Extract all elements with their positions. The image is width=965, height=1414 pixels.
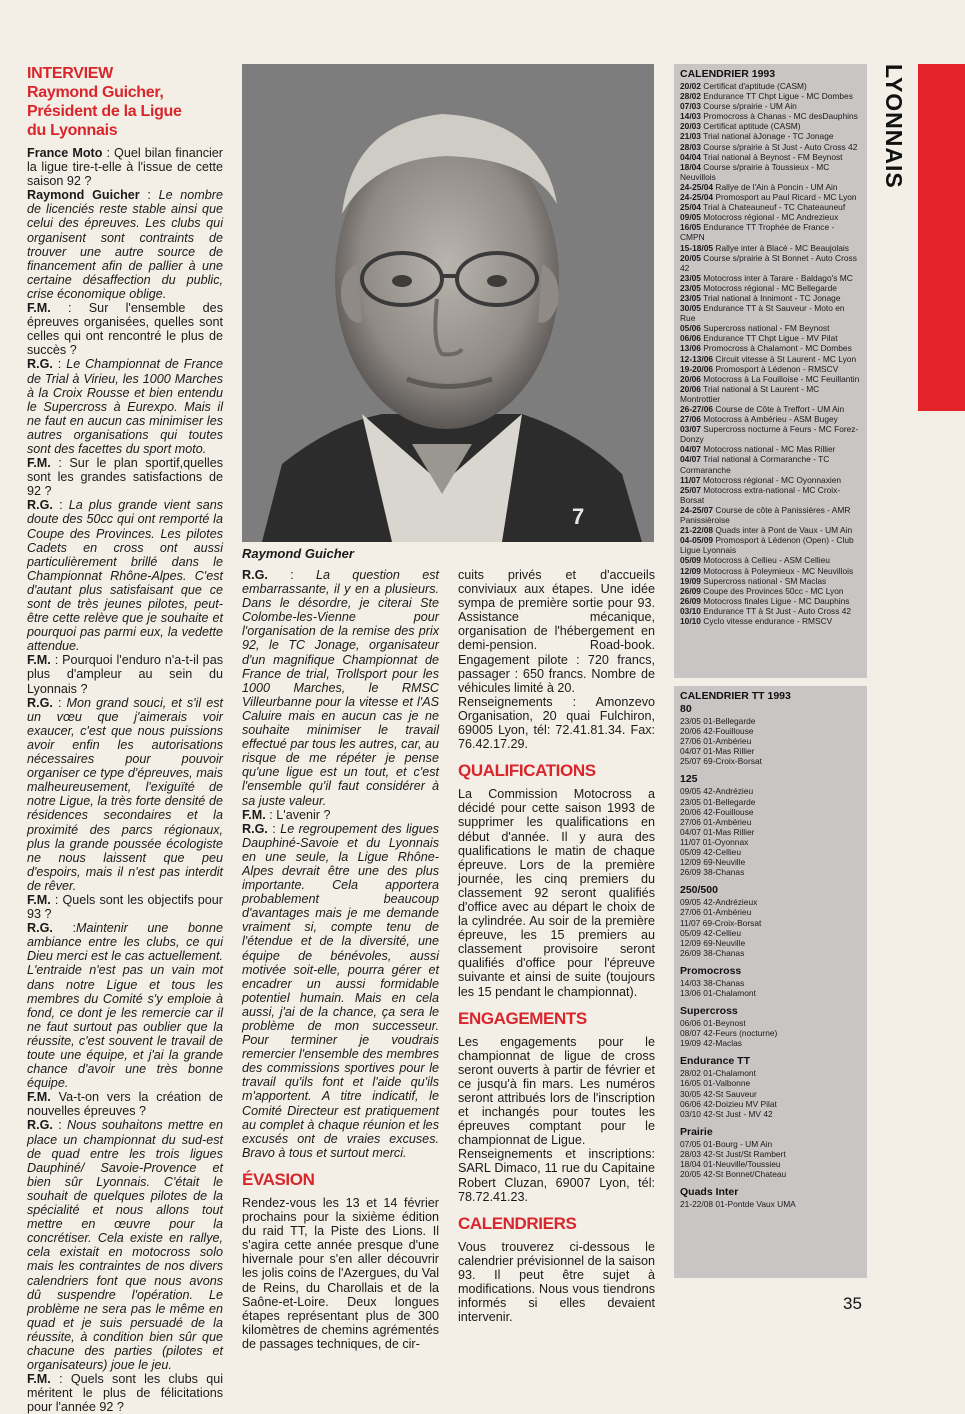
calendar-event	[680, 111, 861, 121]
event-label: Certificat aptitude (CASM)	[703, 121, 801, 132]
event-date: 12/09	[680, 565, 701, 576]
calendar-tt-event: 13/06 01-Chalamont	[680, 987, 756, 998]
page-number: 35	[843, 1294, 862, 1313]
event-label: Supercross nocturne à Feurs - MC Forez-Donzy	[680, 424, 859, 445]
calendar-tt-event: 18/04 01-Neuville/Toussieu	[680, 1159, 781, 1169]
event-date: 04-05/09	[680, 535, 714, 546]
section-color-band	[918, 64, 965, 411]
speaker-label: F.M.	[27, 301, 51, 316]
interview-paragraph	[27, 696, 223, 893]
calendar-event	[680, 555, 861, 565]
calendar-event	[680, 596, 861, 606]
engagements-contact: Renseignements et inscriptions: SARL Dimaco, 11 rue du Capitaine Robert Cluzan, 69007 Lyon, tél: 78.72.41.23.	[458, 1147, 655, 1204]
event-label: Motocross inter à Tarare - Baldago's MC	[703, 272, 853, 283]
calendar-event	[680, 505, 861, 525]
calendar-tt-event: 20/06 42-Fouillouse	[680, 806, 754, 817]
calendar-event	[680, 152, 861, 162]
calendar-category: 80	[680, 703, 692, 715]
event-date: 24-25/04	[680, 192, 714, 203]
calendar-event	[680, 576, 861, 586]
section-label-wrap	[880, 64, 914, 214]
interview-text: : Quels sont les objectifs pour 93 ?	[27, 892, 223, 922]
event-label: Trial national à Innimont - TC Jonage	[703, 292, 841, 303]
interview-text: :	[52, 921, 76, 936]
event-date: 25/07	[680, 484, 701, 495]
event-label: Course de côte à Panissières - AMR Panissièroise	[680, 504, 851, 526]
event-date: 12-13/06	[680, 353, 714, 364]
interview-paragraph	[27, 456, 223, 498]
calendriers-text: Vous trouverez ci-dessous le calendrier prévisionnel de la saison 93. Il peut être sujet à modifications. Nous vous tiendrons informés si elles devaient intervenir.	[458, 1239, 655, 1325]
event-label: Trial national à Cormaranche - TC Cormaranche	[680, 454, 830, 475]
calendar-tt-event: 12/09 69-Neuville	[680, 857, 746, 868]
event-label: Endurance TT Chpt Ligue - MV Pilat	[703, 333, 838, 344]
calendar-tt-event: 27/06 01-Ambérieu	[680, 816, 752, 827]
event-label: Rallye inter à Blacé - MC Beaujolais	[715, 242, 849, 253]
calendar-category: Endurance TT	[680, 1055, 751, 1068]
interview-name: Raymond Guicher,	[27, 84, 164, 101]
event-date: 20/03	[680, 121, 701, 132]
event-label: Supercross national - FM Beynost	[703, 323, 830, 334]
event-label: Promosport à Lédenon (Open) - Club Ligue Lyonnais	[680, 535, 854, 556]
interview-text: Le regroupement des ligues Dauphiné-Savoie et du Lyonnais en une seule, la Ligue Rhône-Alpes devrait être une des plus importante. Cela apportera probablement beaucoup d'avantages mais je me demande vraiment si, compte tenu de l'étendue et de la diversité, une équipe de bénévoles, aussi motivée soit-elle, pourra gérer et encadrer un aussi formidable potentiel humain. Mais en cela aussi, j'ai de la chance, ça sera le problème de mon successeur. Pour terminer je voudrais remercier l'ensemble des membres des commissions sportives pour le travail qu'ils font et l'aide qu'ils m'apportent. A titre indicatif, le Comité Directeur est pratiquement au complet à chaque réunion et les excusés ont de vraies excuses. Bravo à tous et surtout merci.	[242, 821, 440, 1160]
interview-text: : Quel bilan financier la ligue tire-t-elle à l'issue de cette saison 92 ?	[27, 146, 223, 189]
event-date: 11/07	[680, 474, 701, 485]
calendar-event	[680, 525, 861, 535]
portrait-photo	[242, 64, 654, 542]
speaker-label: F.M.	[27, 1090, 51, 1105]
calendar-tt-event: 20/05 42-St Bonnet/Chateau	[680, 1169, 787, 1180]
speaker-label: F.M.	[27, 653, 51, 668]
event-date: 23/05	[680, 272, 701, 283]
interview-text: :	[52, 1118, 68, 1133]
calendar-tt-event: 30/05 42-St Sauveur	[680, 1088, 757, 1099]
event-label: Motocross finales Ligue - MC Dauphins	[703, 595, 850, 606]
calendar-event	[680, 182, 861, 192]
calendar-1993-list	[680, 81, 861, 626]
speaker-label: R.G.	[27, 695, 53, 710]
event-date: 15-18/05	[680, 242, 714, 253]
event-label: Course s/prairie à Toussieux - MC Neuvillois	[680, 161, 830, 182]
speaker-label: R.G.	[242, 568, 268, 582]
calendar-category: Prairie	[680, 1125, 713, 1138]
calendar-tt-event: 06/06 01-Beynost	[680, 1018, 746, 1029]
event-label: Motocross national - MC Mas Rillier	[703, 444, 836, 455]
interview-text: Va-t-on vers la création de nouvelles épreuves ?	[27, 1090, 223, 1119]
event-label: Certificat d'aptitude (CASM)	[703, 81, 807, 91]
event-label: Trial à Chateauneuf - TC Chateauneuf	[703, 202, 846, 213]
event-date: 19-20/06	[680, 363, 714, 374]
evasion-continued: cuits privés et d'accueils conviviaux aux étapes. Une idée sympa de première sortie pour 93. Assistance mécanique, organisation de l'hébergement en demi-pension. Road-book. Engagement pilote : 720 francs, passager : 650 francs. Nombre de véhicules limité à 20.	[458, 568, 655, 695]
interview-text: : L'avenir ?	[265, 807, 331, 822]
interview-text: La plus grande vient sans doute des 50cc qui ont remporté la Coupe des Provinces. Les pilotes Cadets en cross ont aussi particulièrement brillé dans le Championnat Rhône-Alpes. C'est d'autant plus satisfaisant que ce sont de très jeunes pilotes, peut-être cette relève que je souhaite et pourquoi pas parmi eux, la vedette attendue.	[27, 498, 223, 654]
event-date: 24-25/07	[680, 504, 714, 515]
interview-text: :	[267, 568, 316, 582]
interview-paragraph	[27, 1090, 223, 1118]
event-date: 10/10	[680, 615, 701, 626]
calendar-event	[680, 202, 861, 212]
calendar-category: Supercross	[680, 1005, 738, 1018]
event-date: 04/07	[680, 454, 701, 465]
event-date: 28/03	[680, 141, 701, 152]
event-label: Promosport au Paul Ricard - MC Lyon	[715, 192, 857, 203]
speaker-label: R.G.	[27, 1118, 53, 1133]
interview-paragraph	[242, 568, 439, 808]
event-date: 18/04	[680, 161, 701, 172]
portrait-illustration	[242, 64, 654, 542]
event-label: Course s/prairie - UM Ain	[703, 101, 797, 112]
event-date: 27/06	[680, 414, 701, 425]
speaker-label: R.G.	[27, 498, 53, 513]
interview-league: du Lyonnais	[27, 122, 118, 139]
calendar-1993-title: CALENDRIER 1993	[680, 68, 776, 80]
calendar-event	[680, 444, 861, 454]
interview-paragraph	[27, 357, 223, 456]
event-date: 26-27/06	[680, 404, 714, 414]
event-label: Motocross régional - MC Oyonnaxien	[702, 474, 842, 485]
interview-kicker: INTERVIEW	[27, 65, 113, 82]
interview-text: :	[139, 188, 159, 203]
speaker-label: F.M.	[27, 456, 51, 471]
interview-text: Maintenir une bonne ambiance entre les clubs, ce qui Dieu merci est le cas actuellement. L'entraide n'est pas un vain mot dans notre Ligue et tous les membres du Comité s'y emploie à fond, ce dont je les remercie car il ne faut surtout pas oublier que la réussite, c'est souvent le travail de toute une équipe, et j'ai la grande chance d'avoir une très bonne équipe.	[27, 921, 223, 1091]
calendar-tt-event: 08/07 42-Feurs (nocturne)	[680, 1028, 778, 1039]
event-label: Endurance TT Trophée de France - CMPN	[680, 222, 835, 243]
interview-body-1	[27, 146, 223, 1414]
calendar-event	[680, 142, 861, 152]
event-label: Endurance TT Chpt Ligue - MC Dombes	[703, 91, 853, 102]
event-date: 25/04	[680, 202, 701, 213]
calendar-event	[680, 81, 861, 91]
qualifications-heading: QUALIFICATIONS	[458, 761, 596, 781]
event-label: Trial national à Beynost - FM Beynost	[703, 151, 843, 162]
calendar-event	[680, 162, 861, 182]
event-label: Motocross régional - MC Andrezieux	[703, 212, 839, 223]
calendriers-heading: CALENDRIERS	[458, 1213, 577, 1233]
calendar-tt-event: 16/05 01-Valbonne	[680, 1078, 751, 1089]
event-date: 13/06	[680, 343, 701, 354]
event-label: Course s/prairie à St Just - Auto Cross 42	[703, 141, 858, 152]
event-date: 21/03	[680, 131, 701, 142]
calendar-event	[680, 323, 861, 333]
event-label: Endurance TT à St Just - Auto Cross 42	[703, 605, 852, 616]
event-date: 20/02	[680, 81, 701, 91]
calendar-event	[680, 586, 861, 596]
interview-paragraph	[27, 893, 223, 921]
interview-text: La question est embarrassante, il y en a plusieurs. Dans le désordre, je citerai Ste Colombe-les-Vienne pour l'organisation de la remise des prix 92, le TC Jonage, organisateur d'un magnifique Championnat de France de trial, Trollsport pour les 1000 Marches, le RMSC Villeurbanne pour la vitesse et l'AS Caluire mais en aucun cas je ne souhaite minimiser le travail effectué par tous les autres, car, au risque de me répéter je pense qu'une ligue est un tout, et c'est l'ensemble qu'il faut considérer à sa juste valeur.	[242, 568, 439, 808]
calendar-event	[680, 333, 861, 343]
event-date: 21-22/08	[680, 525, 714, 536]
event-date: 23/05	[680, 282, 701, 293]
interview-text: :	[52, 498, 69, 513]
interview-text: Le Championnat de France de Trial à Virieu, les 1000 Marches à la Croix Rousse et bien entendu le Supercross à Eurexpo. Mais il ne faut en aucun cas minimiser les autres organisations qui toutes sont des facettes du sport moto.	[27, 357, 223, 456]
calendar-event	[680, 535, 861, 555]
event-date: 16/05	[680, 222, 701, 233]
event-date: 09/05	[680, 212, 701, 223]
event-label: Motocross à Cellieu - ASM Cellieu	[703, 555, 830, 566]
interview-column-1	[27, 64, 223, 1414]
calendar-tt-event: 28/03 42-St Just/St Rambert	[680, 1148, 786, 1159]
interview-role: Président de la Ligue	[27, 103, 182, 120]
evasion-text: Rendez-vous les 13 et 14 février prochains pour la sixième édition du raid TT, la Piste des Lions. Il s'agira cette année presque d'une hivernale pour s'en aller découvrir les jolis coins de l'Azergues, du Val de Reins, du Charollais et de la Saône-et-Loire. Deux longues étapes représentant plus de 300 kilomètres de chemins agrémentés de passages techniques, de cir-	[242, 1195, 439, 1351]
calendar-tt-event: 23/05 01-Bellegarde	[680, 796, 756, 807]
event-label: Motocross régional - MC Bellegarde	[703, 282, 837, 293]
evasion-heading: ÉVASION	[242, 1169, 315, 1189]
speaker-label: Raymond Guicher	[27, 188, 140, 203]
interview-text: : Sur le plan sportif,quelles sont les grandes satisfactions de 92 ?	[27, 456, 223, 499]
calendar-event	[680, 222, 861, 242]
calendar-event	[680, 374, 861, 384]
event-label: Motocross à Ambérieu - ASM Bugey	[703, 414, 838, 425]
interview-body-2	[242, 568, 439, 1160]
calendar-event	[680, 414, 861, 424]
interview-text: : Quels sont les clubs qui méritent le plus de félicitations pour l'année 92 ?	[27, 1372, 223, 1414]
calendar-category: Quads Inter	[680, 1186, 739, 1199]
calendar-tt-event: 11/07 01-Oyonnax	[680, 836, 749, 847]
calendar-event	[680, 101, 861, 111]
interview-title	[27, 64, 223, 140]
speaker-label: R.G.	[242, 821, 268, 836]
event-date: 05/09	[680, 555, 701, 566]
calendar-event	[680, 243, 861, 253]
interview-text: Nous souhaitons mettre en place un championnat du sud-est de quad entre les trois ligues Dauphiné/ Savoie-Provence et bien sûr Lyonnais. C'était le souhait de quelques pilotes de la spécialité et nous allons tout mettre en œuvre pour la concrétiser. Cela existe en rallye, cela existait en motocross solo mais les contraintes de nos divers calendriers font que nous avons dû suspendre l'opération. Le problème ne sera pas le même en quad et je suis persuadé de la réussite, à condition bien sûr que chacune des parties (pilotes et organisateurs) joue le jeu.	[27, 1118, 223, 1373]
calendar-tt-event: 03/10 42-St Just - MV 42	[680, 1108, 773, 1119]
photo-caption: Raymond Guicher	[242, 546, 354, 561]
calendar-tt-title: CALENDRIER TT 1993	[680, 690, 791, 702]
event-label: Promosport à Lédenon - RMSCV	[715, 363, 839, 374]
interview-paragraph	[27, 1118, 223, 1372]
calendar-category: Promocross	[680, 964, 742, 977]
calendar-event	[680, 212, 861, 222]
calendar-tt-event: 05/09 42-Cellieu	[680, 847, 741, 858]
calendar-tt-event: 07/05 01-Bourg - UM Ain	[680, 1138, 773, 1149]
calendar-event	[680, 192, 861, 202]
event-date: 26/09	[680, 585, 701, 596]
event-date: 26/09	[680, 595, 701, 606]
calendar-tt-event: 11/07 69-Croix-Borsat	[680, 917, 762, 928]
calendar-event	[680, 253, 861, 273]
calendar-event	[680, 121, 861, 131]
event-date: 30/05	[680, 303, 701, 314]
event-label: Course s/prairie à St Bonnet - Auto Cross 42	[680, 252, 857, 273]
calendar-tt-event: 05/09 42-Cellieu	[680, 927, 741, 938]
event-date: 03/10	[680, 605, 701, 616]
evasion-contact: Renseignements : Amonzevo Organisation, 20 quai Fulchiron, 69005 Lyon, tél: 72.41.81.34. Fax: 76.42.17.29.	[458, 694, 655, 752]
speaker-label: France Moto	[27, 146, 103, 160]
interview-paragraph	[27, 188, 223, 301]
event-date: 04/07	[680, 444, 701, 455]
event-label: Motocross extra-national - MC Croix-Borsat	[680, 484, 841, 505]
interview-paragraph	[27, 921, 223, 1090]
speaker-label: F.M.	[27, 892, 51, 907]
calendar-tt-event: 19/09 42-Maclas	[680, 1038, 742, 1049]
event-label: Supercross national - SM Maclas	[703, 575, 827, 586]
interview-paragraph	[242, 822, 439, 1160]
interview-paragraph	[27, 498, 223, 653]
calendar-event	[680, 485, 861, 505]
event-label: Coupe des Provinces 50cc - MC Lyon	[703, 585, 844, 596]
calendar-tt-event: 20/06 42-Fouillouse	[680, 726, 754, 737]
interview-text: Le nombre de licenciés reste stable ainsi que celui des épreuves. Les clubs qui organisent sont contraints de trouver une autre source de financement afin de pallier à une certaine désaffection du public, crise économique oblige.	[27, 188, 223, 301]
calendar-tt-event: 23/05 01-Bellegarde	[680, 716, 756, 726]
calendar-event	[680, 303, 861, 323]
event-date: 05/06	[680, 323, 701, 334]
event-label: Promocross à Chanas - MC desDauphins	[703, 111, 858, 122]
speaker-label: R.G.	[27, 921, 53, 936]
calendar-event	[680, 283, 861, 293]
event-label: Motocross à Poleymieux - MC Neuvillois	[703, 565, 854, 576]
calendar-event	[680, 424, 861, 444]
event-label: Quads inter à Pont de Vaux - UM Ain	[715, 525, 853, 536]
calendar-event	[680, 384, 861, 404]
event-date: 19/09	[680, 575, 701, 586]
calendar-category: 250/500	[680, 884, 718, 897]
event-date: 23/05	[680, 292, 701, 303]
event-date: 20/05	[680, 252, 701, 263]
calendar-tt-box	[674, 686, 867, 1278]
section-label: LYONNAIS	[881, 64, 907, 189]
calendar-tt-event: 09/05 42-Andrézieux	[680, 897, 758, 908]
event-date: 14/03	[680, 111, 701, 122]
calendar-event	[680, 475, 861, 485]
speaker-label: F.M.	[27, 1372, 51, 1387]
calendar-event	[680, 354, 861, 364]
calendar-event	[680, 606, 861, 616]
engagements-text: Les engagements pour le championnat de ligue de cross seront ouverts à partir de février et ce jusqu'à fin mars. Les numéros seront attribués lors de l'inscription et inchangés pour toutes les épreuves comptant pour le championnat de Ligue.	[458, 1034, 655, 1148]
calendar-tt-event: 27/06 01-Ambérieu	[680, 736, 752, 747]
calendar-tt-event: 06/06 42-Doizieu MV Pilat	[680, 1098, 777, 1109]
calendar-tt-event: 04/07 01-Mas Rillier	[680, 746, 755, 757]
interview-text: :	[52, 695, 67, 710]
calendar-tt-event: 26/09 38-Chanas	[680, 867, 745, 878]
event-date: 03/07	[680, 424, 701, 435]
calendar-event	[680, 566, 861, 576]
calendar-event	[680, 454, 861, 474]
calendar-event	[680, 616, 861, 626]
event-label: Motocross à La Fouilloise - MC Feuillantin	[703, 373, 860, 384]
engagements-heading: ENGAGEMENTS	[458, 1008, 587, 1028]
interview-text: :	[52, 357, 67, 372]
speaker-label: R.G.	[27, 357, 53, 372]
event-label: Rallye de l'Ain à Poncin - UM Ain	[715, 181, 838, 192]
calendar-category: 125	[680, 773, 698, 786]
event-date: 24-25/04	[680, 181, 714, 192]
interview-paragraph	[27, 1372, 223, 1414]
event-label: Endurance TT à St Sauveur - Moto en Rue	[680, 303, 845, 324]
event-date: 28/02	[680, 91, 701, 102]
calendar-1993-box	[674, 64, 867, 678]
interview-text: : Pourquoi l'enduro n'a-t-il pas plus d'ampleur au sein du Lyonnais ?	[27, 653, 223, 696]
interview-paragraph	[242, 808, 439, 822]
interview-paragraph	[27, 653, 223, 695]
calendar-tt-event: 21-22/08 01-Pontde Vaux UMA	[680, 1199, 796, 1210]
event-label: Trial national àJonage - TC Jonage	[703, 131, 834, 142]
event-label: Circuit vitesse à St Laurent - MC Lyon	[715, 353, 857, 364]
interview-column-2	[242, 568, 439, 1351]
calendar-event	[680, 131, 861, 141]
calendar-tt-event: 27/06 01-Ambérieu	[680, 907, 752, 918]
interview-paragraph	[27, 301, 223, 357]
qualifications-text: La Commission Motocross a décidé pour cette saison 1993 de supprimer les qualifications en début d'année. Il y aura des qualifications le matin de chaque épreuve. Lors de la première journée, les cinq premiers du classement 92 seront qualifiés d'office avec au départ le choix de la cylindrée. Au soir de la première épreuve, les 15 premiers au classement provisoire seront qualifiés d'office pour l'épreuve suivante et ainsi de suite (toujours les 15 pendant le championnat).	[458, 787, 655, 999]
event-label: Course de Côte à Treffort - UM Ain	[715, 404, 845, 414]
calendar-tt-event: 14/03 38-Chanas	[680, 977, 745, 988]
interview-text: Mon grand souci, et s'il est un vœu que j'aimerais voir exaucer, c'est que nous puissions avoir enfin les autorisations nécessaires pour pouvoir organiser ce type d'épreuves, mais malheureusement, l'exiguïté de notre Ligue, la très forte densité de résidences secondaires et la proximité des parcs régionaux, plus la grande poussée écologiste ne nous laissent que peu d'espoirs, mais il n'est pas interdit de rêver.	[27, 695, 224, 893]
calendar-event	[680, 364, 861, 374]
event-label: Promocross à Chalamont - MC Dombes	[703, 343, 852, 354]
event-date: 04/04	[680, 151, 701, 162]
event-label: Trial national à St Laurent - MC Montrottier	[680, 383, 820, 404]
interview-text: : Sur l'ensemble des épreuves organisées, quelles sont celles qui ont rencontré le plus de succès ?	[27, 301, 223, 358]
calendar-tt-groups	[680, 703, 861, 1209]
calendar-event	[680, 91, 861, 101]
calendar-event	[680, 404, 861, 414]
calendar-tt-event: 12/09 69-Neuville	[680, 937, 746, 948]
calendar-event	[680, 293, 861, 303]
interview-text: :	[267, 821, 281, 836]
calendar-event	[680, 343, 861, 353]
event-date: 20/06	[680, 383, 701, 394]
speaker-label: F.M.	[242, 807, 266, 822]
event-date: 07/03	[680, 101, 701, 112]
calendar-tt-event: 25/07 69-Croix-Borsat	[680, 756, 762, 767]
calendar-event	[680, 273, 861, 283]
news-column-3	[458, 568, 655, 1324]
event-label: Cyclo vitesse endurance - RMSCV	[703, 615, 833, 626]
event-date: 20/06	[680, 373, 701, 384]
calendar-tt-event: 09/05 42-Andrézieu	[680, 786, 754, 797]
calendar-tt-event: 28/02 01-Chalamont	[680, 1068, 756, 1079]
calendar-tt-event: 26/09 38-Chanas	[680, 947, 745, 958]
calendar-tt-event: 04/07 01-Mas Rillier	[680, 826, 755, 837]
svg-text:7: 7	[572, 504, 585, 529]
interview-paragraph	[27, 146, 223, 188]
event-date: 06/06	[680, 333, 701, 344]
